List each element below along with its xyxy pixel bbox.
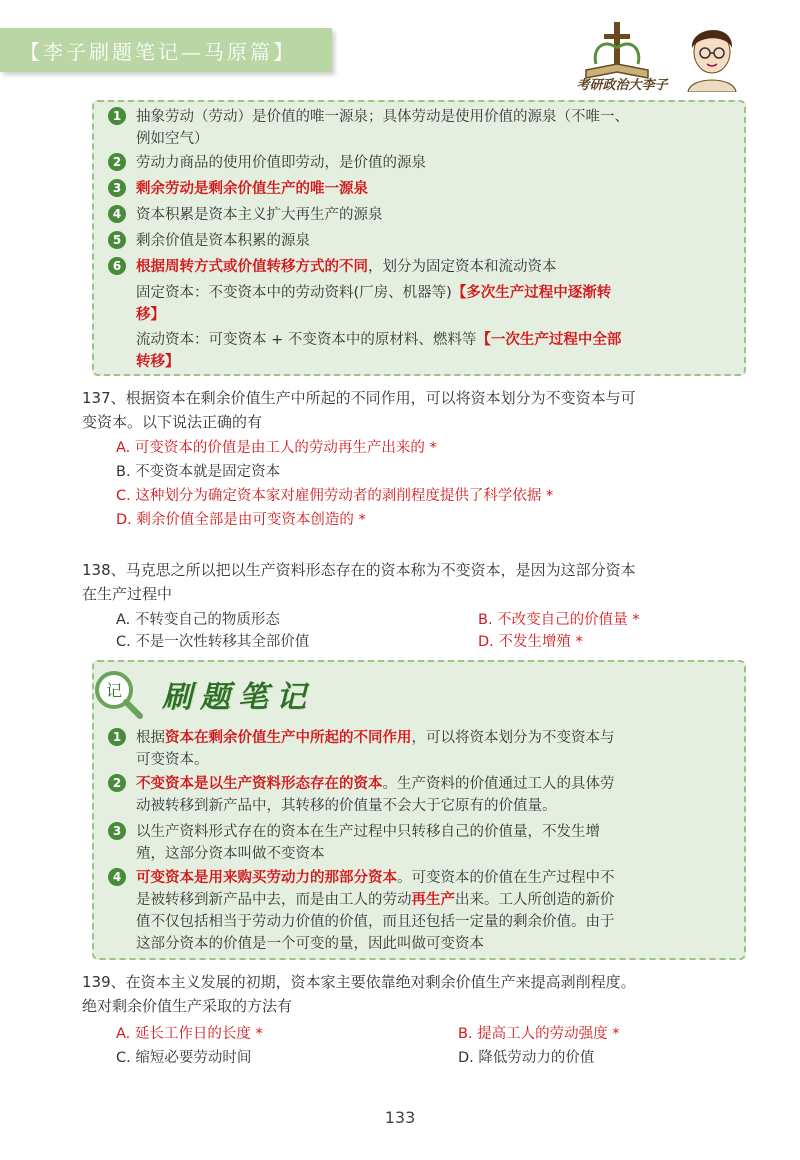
magnifier-note-icon <box>92 668 144 720</box>
q139-option-b: B. 提高工人的劳动强度 * <box>458 1026 620 1042</box>
note-item-1: 1 根据资本在剩余价值生产中所起的不同作用，可以将资本划分为不变资本与 <box>108 726 615 750</box>
logo-text: 考研政治大李子 <box>576 78 668 93</box>
q139-stem: 139、在资本主义发展的初期，资本家主要依靠绝对剩余价值生产来提高剥削程度。 <box>82 973 636 991</box>
bullet-1-icon: 1 <box>108 107 126 125</box>
q139-option-c: C. 缩短必要劳动时间 <box>116 1050 252 1066</box>
q138-stem-cont: 在生产过程中 <box>82 585 173 603</box>
q138-option-a: A. 不转变自己的物质形态 <box>116 612 280 628</box>
q137-option-c: C. 这种划分为确定资本家对雇佣劳动者的剥削程度提供了科学依据 * <box>116 488 554 504</box>
circulating-capital-cont: 转移】 <box>136 354 180 370</box>
q137-option-d: D. 剩余价值全部是由可变资本创造的 * <box>116 512 366 528</box>
bullet-5-icon: 5 <box>108 231 126 249</box>
note-item-4-line2: 是被转移到新产品中去，而是由工人的劳动再生产出来。工人所创造的新价 <box>136 892 615 908</box>
bullet-3-icon: 3 <box>108 179 126 197</box>
fixed-capital-line: 固定资本：不变资本中的劳动资料(厂房、机器等)【多次生产过程中逐渐转 <box>136 285 612 301</box>
q138-option-c: C. 不是一次性转移其全部价值 <box>116 634 310 650</box>
page-number: 133 <box>384 1108 416 1127</box>
q139-stem-cont: 绝对剩余价值生产采取的方法有 <box>82 997 293 1015</box>
box1-item-6: 6 根据周转方式或价值转移方式的不同，划分为固定资本和流动资本 <box>108 255 557 279</box>
note-item-4-line4: 这部分资本的价值是一个可变的量，因此叫做可变资本 <box>136 936 484 952</box>
note-item-4-line3: 值不仅包括相当于劳动力价值的价值，而且还包括一定量的剩余价值。由于 <box>136 914 615 930</box>
bullet-2-icon: 2 <box>108 153 126 171</box>
note-item-2: 2 不变资本是以生产资料形态存在的资本。生产资料的价值通过工人的具体劳 <box>108 772 615 796</box>
notes-title: 刷题笔记 <box>162 680 314 715</box>
note-bullet-2-icon: 2 <box>108 774 126 792</box>
note-item-3: 3 以生产资料形式存在的资本在生产过程中只转移自己的价值量，不发生增 <box>108 820 600 844</box>
fixed-capital-cont: 移】 <box>136 307 165 323</box>
q138-option-b: B. 不改变自己的价值量 * <box>478 612 640 628</box>
svg-text:记: 记 <box>105 681 123 700</box>
bullet-4-icon: 4 <box>108 205 126 223</box>
q137-option-a: A. 可变资本的价值是由工人的劳动再生产出来的 * <box>116 440 437 456</box>
q138-stem: 138、马克思之所以把以生产资料形态存在的资本称为不变资本，是因为这部分资本 <box>82 561 636 579</box>
box1-item-3: 3 剩余劳动是剩余价值生产的唯一源泉 <box>108 177 368 201</box>
q138-option-d: D. 不发生增殖 * <box>478 634 583 650</box>
note-item-3-cont: 殖，这部分资本叫做不变资本 <box>136 846 325 862</box>
note-item-2-cont: 动被转移到新产品中，其转移的价值量不会大于它原有的价值量。 <box>136 798 557 814</box>
banner-title: 【李子刷题笔记—马原篇】 <box>20 39 296 64</box>
box1-item-4: 4 资本积累是资本主义扩大再生产的源泉 <box>108 203 383 227</box>
note-bullet-1-icon: 1 <box>108 728 126 746</box>
box1-item-5: 5 剩余价值是资本积累的源泉 <box>108 229 310 253</box>
q139-option-d: D. 降低劳动力的价值 <box>458 1050 595 1066</box>
note-bullet-4-icon: 4 <box>108 868 126 886</box>
box1-item-2: 2 劳动力商品的使用价值即劳动，是价值的源泉 <box>108 151 426 175</box>
q137-option-b: B. 不变资本就是固定资本 <box>116 464 281 480</box>
q137-stem-cont: 变资本。以下说法正确的有 <box>82 413 263 431</box>
circulating-capital-line: 流动资本：可变资本 + 不变资本中的原材料、燃料等【一次生产过程中全部 <box>136 332 622 348</box>
avatar <box>680 16 744 92</box>
note-bullet-3-icon: 3 <box>108 822 126 840</box>
header-banner <box>0 28 332 72</box>
q139-option-a: A. 延长工作日的长度 * <box>116 1026 263 1042</box>
note-item-1-cont: 可变资本。 <box>136 752 209 768</box>
note-item-4: 4 可变资本是用来购买劳动力的那部分资本。可变资本的价值在生产过程中不 <box>108 866 615 890</box>
q137-stem: 137、根据资本在剩余价值生产中所起的不同作用，可以将资本划分为不变资本与可 <box>82 389 636 407</box>
bullet-6-icon: 6 <box>108 257 126 275</box>
box1-item-1-cont: 例如空气） <box>136 131 209 147</box>
box1-item-1: 1 抽象劳动（劳动）是价值的唯一源泉；具体劳动是使用价值的源泉（不唯一、 <box>108 105 629 129</box>
